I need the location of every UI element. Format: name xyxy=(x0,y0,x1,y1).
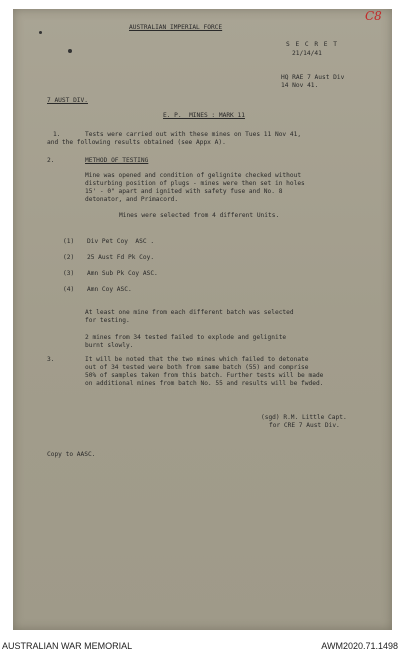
failed-line: burnt slowly. xyxy=(85,342,134,349)
para3-number: 3. xyxy=(47,356,55,363)
batch-line: for testing. xyxy=(85,317,130,324)
footer-source: AUSTRALIAN WAR MEMORIAL xyxy=(2,641,133,651)
ink-dot xyxy=(39,31,42,34)
document-page xyxy=(13,9,392,630)
para3-line: 50% of samples taken from this batch. Further tests will be made xyxy=(85,372,324,379)
unit-name: Div Pet Coy ASC . xyxy=(87,238,155,245)
para2-line: disturbing position of plugs - mines were then set in holes xyxy=(85,180,305,187)
signature-line: for CRE 7 Aust Div. xyxy=(269,422,340,429)
para1-line: Tests were carried out with these mines on Tues 11 Nov 41, xyxy=(85,131,302,138)
footer-bar xyxy=(0,639,402,653)
para2-line: detonator, and Primacord. xyxy=(85,196,179,203)
para3-line: out of 34 tested were both from same batch (55) and comprise xyxy=(85,364,309,371)
signature-line: (sgd) R.M. Little Capt. xyxy=(261,414,347,421)
para2-heading: METHOD OF TESTING xyxy=(85,157,149,164)
batch-line: At least one mine from each different batch was selected xyxy=(85,309,294,316)
secret-stamp: S E C R E T xyxy=(286,41,338,48)
unit-name: Amn Coy ASC. xyxy=(87,286,132,293)
copy-to: Copy to AASC. xyxy=(47,451,96,458)
unit-number: (2) xyxy=(63,254,75,261)
subject-line: E. P. MINES : MARK 11 xyxy=(163,112,245,119)
unit-number: (1) xyxy=(63,238,75,245)
para3-line: on additional mines from batch No. 55 and results will be fwded. xyxy=(85,380,324,387)
para1-line: and the following results obtained (see Appx A). xyxy=(47,139,226,146)
secret-reference: 21/14/41 xyxy=(292,50,322,57)
unit-number: (4) xyxy=(63,286,75,293)
addressee: 7 AUST DIV. xyxy=(47,97,88,104)
para2-line: 15' - 0" apart and ignited with safety fuse and No. 8 xyxy=(85,188,283,195)
ink-dot xyxy=(68,49,72,53)
units-intro: Mines were selected from 4 different Units. xyxy=(119,212,280,219)
unit-number: (3) xyxy=(63,270,75,277)
para2-line: Mine was opened and condition of gelignite checked without xyxy=(85,172,302,179)
failed-line: 2 mines from 34 tested failed to explode and gelignite xyxy=(85,334,287,341)
date-line: 14 Nov 41. xyxy=(281,82,319,89)
para1-number: 1. xyxy=(53,131,61,138)
para3-line: It will be noted that the two mines which failed to detonate xyxy=(85,356,309,363)
para2-number: 2. xyxy=(47,157,55,164)
org-heading: AUSTRALIAN IMPERIAL FORCE xyxy=(129,24,223,31)
unit-name: 25 Aust Fd Pk Coy. xyxy=(87,254,155,261)
pencil-mark: C8 xyxy=(365,9,382,23)
from-line: HQ RAE 7 Aust Div xyxy=(281,74,345,81)
footer-accession: AWM2020.71.1498 xyxy=(321,641,398,651)
unit-name: Amn Sub Pk Coy ASC. xyxy=(87,270,158,277)
